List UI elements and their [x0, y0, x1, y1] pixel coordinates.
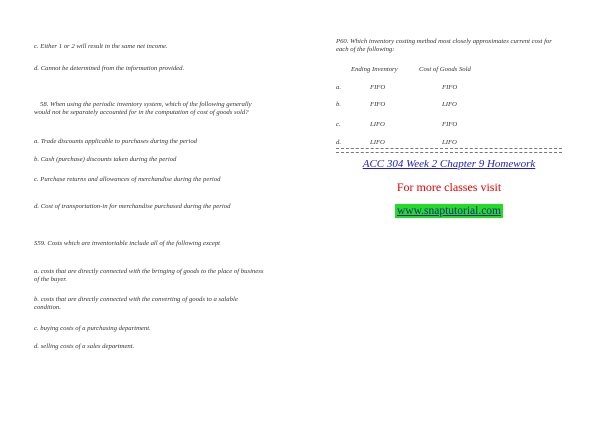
row-letter: b. [336, 101, 342, 108]
question-58: 58. When using the periodic inventory system, which of the following generally would not be separately accounted for in the computation of cost of goods sold? [34, 101, 252, 117]
question-58-option-d: d. Cost of transportation-in for merchandise purchased during the period [34, 203, 231, 210]
option-d-previous: d. Cannot be determined from the information provided. [34, 65, 185, 72]
row-letter: a. [336, 84, 342, 91]
header-cost-of-goods-sold: Cost of Goods Sold [419, 66, 471, 73]
option-c-previous: c. Either 1 or 2 will result in the same net income. [34, 43, 168, 50]
question-59-option-d: d. selling costs of a sales department. [34, 343, 135, 350]
question-59-option-b: b. costs that are directly connected with the converting of goods to a salable condition. [34, 296, 238, 312]
row-ending: FIFO [370, 84, 386, 91]
separator-line [336, 148, 562, 153]
row-cogs: FIFO [442, 84, 458, 91]
question-58-option-b: b. Cash (purchase) discounts taken during the period [34, 156, 177, 163]
question-59-option-c: c. buying costs of a purchasing department. [34, 325, 151, 332]
row-cogs: LIFO [442, 139, 457, 146]
question-59: S59. Costs which are inventoriable include all of the following except [34, 240, 221, 247]
header-ending-inventory: Ending Inventory [351, 66, 398, 73]
question-58-option-c: c. Purchase returns and allowances of merchandise during the period [34, 176, 221, 183]
row-cogs: LIFO [442, 101, 457, 108]
promo-text: For more classes visit [396, 180, 502, 194]
row-ending: LIFO [370, 139, 385, 146]
question-59-option-a: a. costs that are directly connected with the bringing of goods to the place of business of the buyer. [34, 268, 264, 284]
row-letter: c. [336, 121, 341, 128]
site-link-wrapper [336, 201, 562, 219]
site-link[interactable]: www.snaptutorial.com [396, 205, 501, 217]
row-cogs: FIFO [442, 121, 458, 128]
row-ending: LIFO [370, 121, 385, 128]
question-58-option-a: a. Trade discounts applicable to purchases during the period [34, 138, 198, 145]
row-letter: d. [336, 139, 342, 146]
row-ending: FIFO [370, 101, 386, 108]
question-60: P60. Which inventory costing method most closely approximates current cost for each of the following: [336, 38, 552, 54]
homework-title-link[interactable]: ACC 304 Week 2 Chapter 9 Homework [362, 158, 536, 170]
